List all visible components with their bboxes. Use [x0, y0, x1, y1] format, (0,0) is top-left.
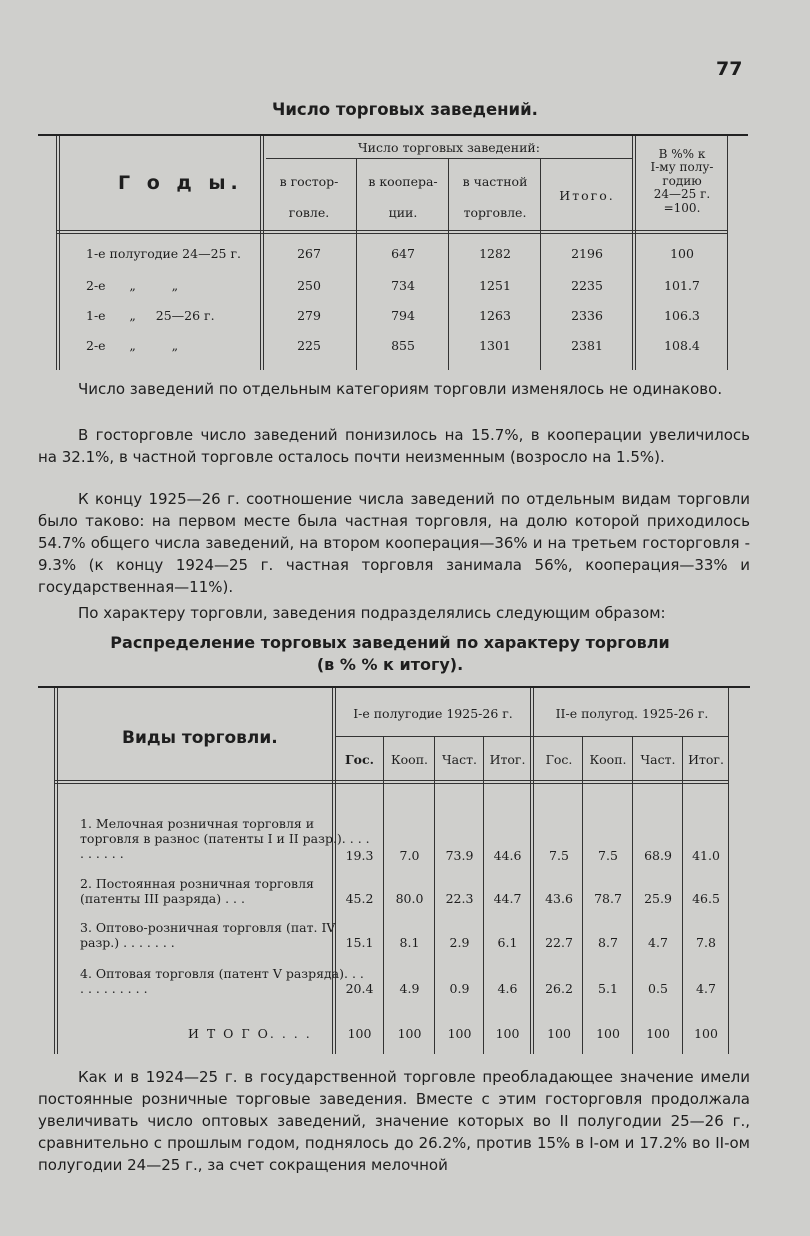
row-label: 3. Оптово-розничная торговля (пат. IV разр.) . . . . . . .: [80, 920, 336, 950]
total-value: 100: [447, 1026, 472, 1041]
paragraph-3: К концу 1925—26 г. соотношение числа заведений по отдельным видам торговли было таково: на первом месте была частная торговля, на долю которой приходилось 54.7% общего числа заведений, на втором кооперация—36% и на третьем госторговля - 9.3% (к концу 1924—25 г. частная торговля занимала 56%, кооперация—33% и государственная—11%).: [38, 490, 750, 596]
cell-value: 0.5: [648, 981, 668, 996]
col-header-total: Итого.: [559, 188, 615, 203]
cell-value: 4.7: [696, 981, 716, 996]
establishments-table: [38, 134, 748, 370]
cell-value: 45.2: [345, 891, 374, 906]
total-label: И Т О Г О. . . .: [188, 1026, 312, 1041]
col-header-coop: в коопера- ции.: [368, 174, 438, 221]
cell-value: 5.1: [598, 981, 618, 996]
row-label: 1-е „ 25—26 г.: [86, 308, 215, 323]
cell-value: 73.9: [445, 848, 474, 863]
cell-value: 1251: [479, 278, 511, 293]
subcol-chast: Част.: [441, 752, 477, 767]
row-label: 2-е „ „: [86, 338, 179, 353]
subcol-koop: Кооп.: [390, 752, 429, 767]
cell-value: 106.3: [664, 308, 700, 323]
subcol-koop: Кооп.: [589, 752, 627, 767]
total-value: 100: [596, 1026, 620, 1041]
col-header-percent: В %% к I-му полу- годию 24—25 г. =100.: [650, 147, 714, 215]
cell-value: 43.6: [545, 891, 573, 906]
cell-value: 44.7: [493, 891, 522, 906]
table1-title: Число торговых заведений.: [272, 100, 538, 119]
cell-value: 2.9: [449, 935, 470, 950]
total-value: 100: [694, 1026, 718, 1041]
cell-value: 19.3: [345, 848, 374, 863]
cell-value: 2381: [571, 338, 603, 353]
half2-header: II-е полугод. 1925-26 г.: [555, 706, 709, 721]
cell-value: 46.5: [692, 891, 720, 906]
total-value: 100: [547, 1026, 571, 1041]
cell-value: 2336: [571, 308, 603, 323]
cell-value: 7.5: [549, 848, 569, 863]
cell-value: 22.3: [445, 891, 474, 906]
total-value: 100: [347, 1026, 372, 1041]
cell-value: 44.6: [493, 848, 522, 863]
cell-value: 855: [391, 338, 415, 353]
cell-value: 101.7: [664, 278, 700, 293]
cell-value: 26.2: [545, 981, 573, 996]
cell-value: 6.1: [497, 935, 518, 950]
table2-subtitle: (в % % к итогу).: [316, 655, 464, 674]
total-value: 100: [397, 1026, 422, 1041]
cell-value: 2196: [571, 246, 603, 261]
row-label: 1-е полугодие 24—25 г.: [86, 246, 241, 261]
group-header: Число торговых заведений:: [358, 140, 540, 155]
total-value: 100: [495, 1026, 520, 1041]
cell-value: 80.0: [395, 891, 424, 906]
cell-value: 78.7: [594, 891, 622, 906]
cell-value: 4.6: [497, 981, 518, 996]
cell-value: 4.9: [399, 981, 420, 996]
page-number: 77: [716, 58, 743, 80]
cell-value: 1282: [479, 246, 511, 261]
cell-value: 279: [297, 308, 321, 323]
cell-value: 0.9: [449, 981, 470, 996]
cell-value: 250: [297, 278, 321, 293]
col-header-gostorg: в гостор- говле.: [279, 174, 339, 221]
cell-value: 15.1: [345, 935, 374, 950]
paragraph-2: В госторговле число заведений понизилось на 15.7%, в кооперации увеличилось на 32.1%, в частной торговле осталось почти неизменным (возросло на 1.5%).: [38, 426, 750, 466]
cell-value: 41.0: [692, 848, 720, 863]
half1-header: I-е полугодие 1925-26 г.: [353, 706, 513, 721]
paragraph-4: По характеру торговли, заведения подразделялись следующим образом:: [78, 604, 666, 622]
subcol-itog: Итог.: [489, 752, 526, 767]
cell-value: 68.9: [644, 848, 672, 863]
subcol-chast: Част.: [640, 752, 676, 767]
subcol-itog: Итог.: [688, 752, 724, 767]
cell-value: 1301: [479, 338, 511, 353]
cell-value: 1263: [479, 308, 511, 323]
cell-value: 20.4: [345, 981, 374, 996]
cell-value: 8.1: [399, 935, 420, 950]
cell-value: 794: [391, 308, 415, 323]
row-label: 1. Мелочная розничная торговля и торговля в разнос (патенты I и II разр.). . . . . . . . . .: [80, 816, 370, 861]
row-label: 2-е „ „: [86, 278, 179, 293]
total-value: 100: [646, 1026, 670, 1041]
paragraph-1: Число заведений по отдельным категориям торговли изменялось не одинаково.: [78, 380, 723, 398]
cell-value: 734: [391, 278, 415, 293]
col-header-private: в частной торговле.: [462, 174, 528, 221]
cell-value: 267: [297, 246, 321, 261]
cell-value: 7.5: [598, 848, 618, 863]
row-label: 2. Постоянная розничная торговля (патенты III разряда) . . .: [80, 876, 314, 906]
cell-value: 7.0: [399, 848, 420, 863]
kinds-header: Виды торговли.: [122, 728, 278, 748]
cell-value: 647: [391, 246, 415, 261]
cell-value: 108.4: [664, 338, 700, 353]
cell-value: 8.7: [598, 935, 618, 950]
cell-value: 25.9: [644, 891, 672, 906]
paragraph-5: Как и в 1924—25 г. в государственной торговле преобладающее значение имели постоянные розничные торговые заведения. Вместе с этим госторговля продолжала увеличивать число оптовых заведений, значение которых во II полугодии 25—26 г., сравнительно с прошлым годом, поднялось до 26.2%, против 15% в I-ом и 17.2% во II-ом полугодии 24—25 г., за счет сокращения мелочной: [38, 1068, 750, 1174]
row-label: 4. Оптовая торговля (патент V разряда). . . . . . . . . . . .: [80, 966, 364, 996]
cell-value: 4.7: [648, 935, 668, 950]
subcol-gos: Гос.: [345, 752, 374, 767]
cell-value: 2235: [571, 278, 603, 293]
cell-value: 22.7: [545, 935, 573, 950]
years-header: Г о д ы.: [118, 172, 243, 194]
trade-distribution-table: [38, 686, 750, 1054]
cell-value: 225: [297, 338, 321, 353]
cell-value: 100: [670, 246, 694, 261]
cell-value: 7.8: [696, 935, 716, 950]
subcol-gos: Гос.: [545, 752, 573, 767]
table2-title: Распределение торговых заведений по характеру торговли: [110, 633, 670, 652]
